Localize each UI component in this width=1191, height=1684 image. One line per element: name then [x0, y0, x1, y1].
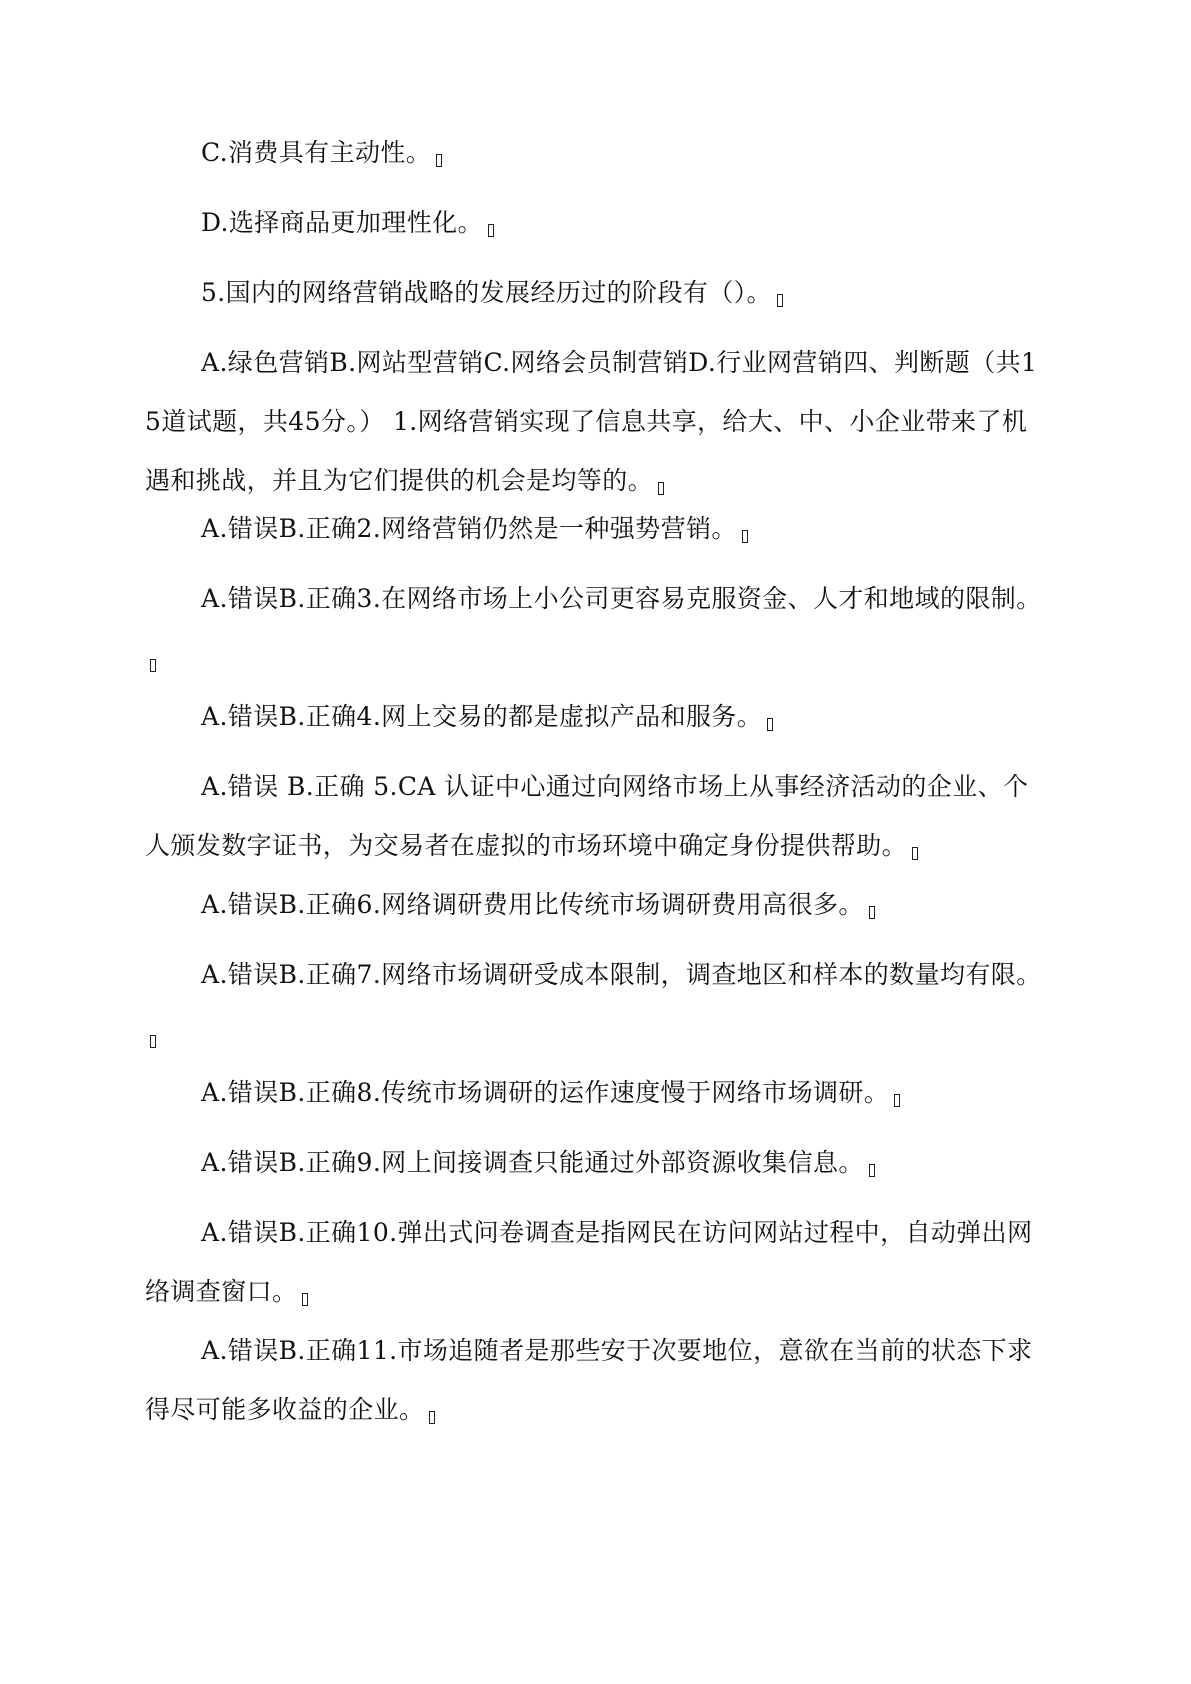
- paragraph-text: C.消费具有主动性。: [201, 138, 432, 167]
- end-mark-icon: [912, 847, 918, 860]
- paragraph-13: [145, 1203, 1050, 1321]
- end-mark-icon: [658, 482, 664, 495]
- paragraph-9: [145, 875, 1050, 934]
- paragraph-2: [145, 193, 1050, 252]
- end-mark-icon: [488, 224, 494, 237]
- paragraph-text: D.选择商品更加理性化。: [201, 208, 483, 237]
- paragraph-10: [145, 945, 1050, 1063]
- paragraph-6: [145, 569, 1050, 687]
- paragraph-text: A.错误B.正确2.网络营销仍然是一种强势营销。: [201, 514, 737, 543]
- end-mark-icon: [894, 1094, 900, 1107]
- paragraph-text: A.绿色营销B.网站型营销C.网络会员制营销D.行业网营销四、判断题（共15道试题，共45分。） 1.网络营销实现了信息共享，给大、中、小企业带来了机遇和挑战，并且为它们提供的机会是均等的。: [145, 348, 1038, 495]
- paragraph-text: A.错误B.正确7.网络市场调研受成本限制，调查地区和样本的数量均有限。: [201, 960, 1042, 989]
- end-mark-icon: [150, 659, 156, 672]
- paragraph-5: [145, 499, 1050, 558]
- end-mark-icon: [767, 718, 773, 731]
- paragraph-text: A.错误B.正确3.在网络市场上小公司更容易克服资金、人才和地域的限制。: [201, 584, 1042, 613]
- end-mark-icon: [436, 154, 442, 167]
- paragraph-text: A.错误B.正确4.网上交易的都是虚拟产品和服务。: [201, 702, 763, 731]
- paragraph-7: [145, 687, 1050, 746]
- paragraph-1: [145, 123, 1050, 182]
- paragraph-3: [145, 263, 1050, 322]
- paragraph-text: A.错误B.正确10.弹出式问卷调查是指网民在访问网站过程中，自动弹出网络调查窗口。: [145, 1218, 1033, 1306]
- paragraph-text: A.错误B.正确6.网络调研费用比传统市场调研费用高很多。: [201, 890, 864, 919]
- paragraph-text: A.错误B.正确9.网上间接调查只能通过外部资源收集信息。: [201, 1148, 864, 1177]
- end-mark-icon: [302, 1293, 308, 1306]
- end-mark-icon: [429, 1411, 435, 1424]
- end-mark-icon: [869, 1164, 875, 1177]
- paragraph-text: A.错误 B.正确 5.CA 认证中心通过向网络市场上从事经济活动的企业、个人颁发数字证书，为交易者在虚拟的市场环境中确定身份提供帮助。: [145, 772, 1029, 860]
- end-mark-icon: [742, 530, 748, 543]
- end-mark-icon: [869, 906, 875, 919]
- paragraph-text: A.错误B.正确11.市场追随者是那些安于次要地位，意欲在当前的状态下求得尽可能多收益的企业。: [145, 1336, 1033, 1424]
- end-mark-icon: [150, 1035, 156, 1048]
- paragraph-14: [145, 1321, 1050, 1439]
- paragraph-text: A.错误B.正确8.传统市场调研的运作速度慢于网络市场调研。: [201, 1078, 890, 1107]
- paragraph-4: [145, 333, 1050, 510]
- paragraph-12: [145, 1133, 1050, 1192]
- paragraph-8: [145, 757, 1050, 875]
- end-mark-icon: [777, 294, 783, 307]
- paragraph-11: [145, 1063, 1050, 1122]
- paragraph-text: 5.国内的网络营销战略的发展经历过的阶段有（）。: [201, 278, 772, 307]
